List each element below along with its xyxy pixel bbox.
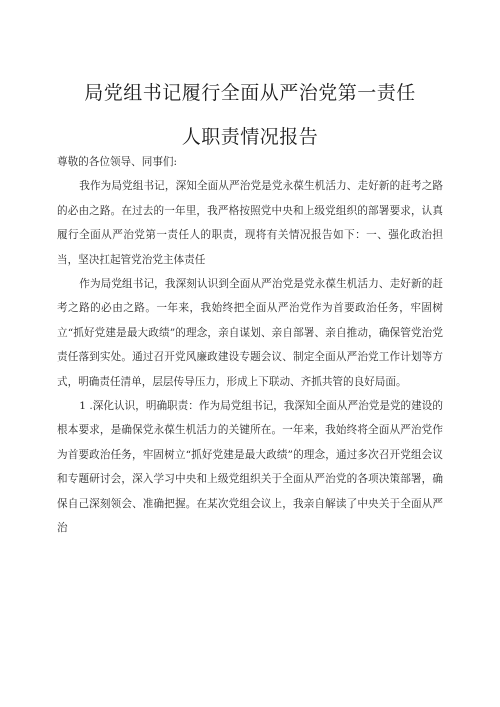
paragraph-responsibility: 作为局党组书记，我深刻认识到全面从严治党是党永葆生机活力、走好新的赶考之路的必由之路。一年来，我始终把全面从严治党作为首要政治任务，牢固树立“抓好党建是最大政绩”的理念，亲自谋划、亲自部署、亲自推动，确保管党治党责任落到实处。通过召开党风廉政建设专题会议、制定全面从严治党工作计划等方式，明确责任清单，层层传导压力，形成上下联动、齐抓共管的良好局面。 (57, 278, 443, 388)
greeting: 尊敬的各位领导、同事们: (57, 156, 178, 168)
document-title-line-2: 人职责情况报告 (181, 126, 319, 148)
document-title-line-1: 局党组书记履行全面从严治党第一责任 (84, 82, 416, 104)
document-body (57, 150, 443, 541)
paragraph-point-1: 1 .深化认识，明确职责：作为局党组书记，我深知全面从严治党是党的建设的根本要求，是确保党永葆生机活力的关键所在。一年来，我始终将全面从严治党作为首要政治任务，牢固树立“抓好党建是最大政绩”的理念，通过多次召开党组会议和专题研讨会，深入学习中央和上级党组织关于全面从严治党的各项决策部署，确保自己深刻领会、准确把握。在某次党组会议上，我亲自解读了中央关于全面从严治 (57, 400, 443, 535)
paragraph-intro: 我作为局党组书记，深知全面从严治党是党永葆生机活力、走好新的赶考之路的必由之路。在过去的一年里，我严格按照党中央和上级党组织的部署要求，认真履行全面从严治党第一责任人的职责，现将有关情况报告如下：一、强化政治担当，坚决扛起管党治党主体责任 (57, 180, 443, 266)
